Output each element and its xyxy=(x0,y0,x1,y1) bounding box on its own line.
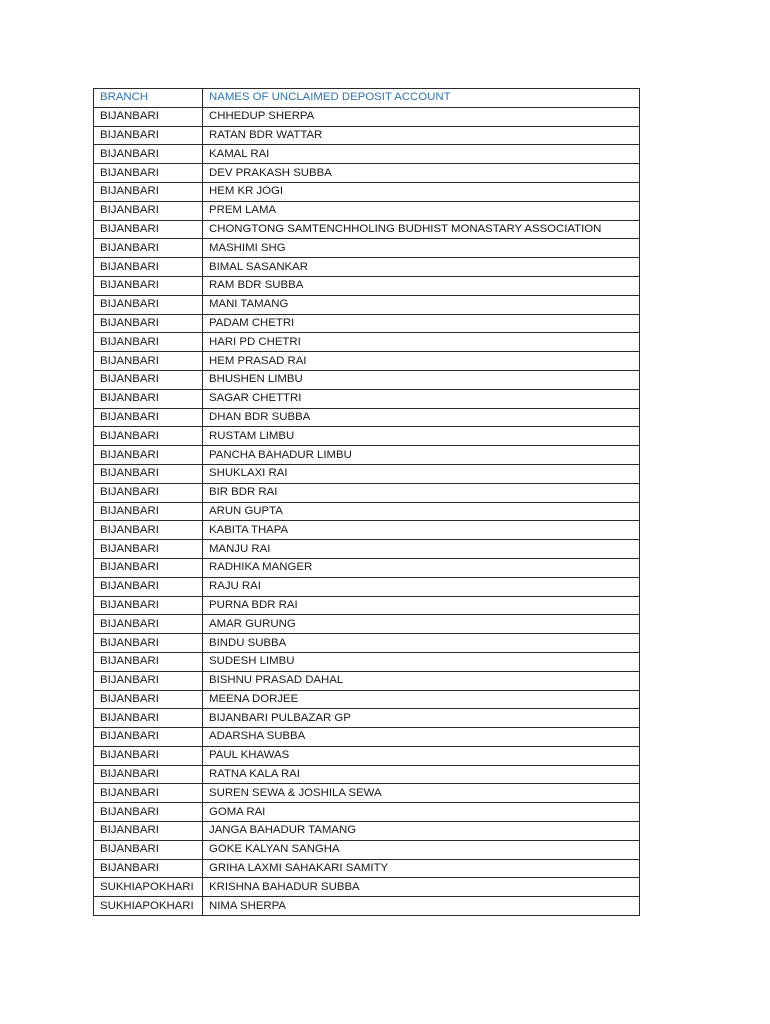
account-name-cell: BIMAL SASANKAR xyxy=(203,258,640,277)
branch-cell: BIJANBARI xyxy=(94,427,203,446)
branch-cell: BIJANBARI xyxy=(94,822,203,841)
table-row xyxy=(94,558,640,577)
account-name-cell: SHUKLAXI RAI xyxy=(203,464,640,483)
unclaimed-deposit-table xyxy=(93,88,640,916)
table-row xyxy=(94,521,640,540)
account-name-cell: PREM LAMA xyxy=(203,201,640,220)
account-name-cell: SUREN SEWA & JOSHILA SEWA xyxy=(203,784,640,803)
branch-cell: BIJANBARI xyxy=(94,107,203,126)
branch-cell: BIJANBARI xyxy=(94,182,203,201)
account-name-cell: KABITA THAPA xyxy=(203,521,640,540)
account-name-cell: MANI TAMANG xyxy=(203,295,640,314)
account-name-cell: BHUSHEN LIMBU xyxy=(203,370,640,389)
table-row xyxy=(94,634,640,653)
account-name-cell: BIR BDR RAI xyxy=(203,483,640,502)
table-row xyxy=(94,370,640,389)
account-name-cell: GOKE KALYAN SANGHA xyxy=(203,840,640,859)
name-column-header: NAMES OF UNCLAIMED DEPOSIT ACCOUNT xyxy=(203,89,640,108)
branch-cell: BIJANBARI xyxy=(94,239,203,258)
table-row xyxy=(94,652,640,671)
branch-cell: SUKHIAPOKHARI xyxy=(94,897,203,916)
table-row xyxy=(94,333,640,352)
table-row xyxy=(94,220,640,239)
table-row xyxy=(94,709,640,728)
account-name-cell: ADARSHA SUBBA xyxy=(203,728,640,747)
table-row xyxy=(94,164,640,183)
branch-column-header: BRANCH xyxy=(94,89,203,108)
account-name-cell: SAGAR CHETTRI xyxy=(203,389,640,408)
branch-cell: BIJANBARI xyxy=(94,483,203,502)
account-name-cell: MEENA DORJEE xyxy=(203,690,640,709)
table-row xyxy=(94,803,640,822)
table-row xyxy=(94,182,640,201)
account-name-cell: PAUL KHAWAS xyxy=(203,746,640,765)
table-body xyxy=(94,107,640,915)
table-row xyxy=(94,126,640,145)
branch-cell: BIJANBARI xyxy=(94,145,203,164)
table-row xyxy=(94,502,640,521)
branch-cell: BIJANBARI xyxy=(94,690,203,709)
branch-cell: BIJANBARI xyxy=(94,220,203,239)
table-row xyxy=(94,765,640,784)
table-row xyxy=(94,352,640,371)
branch-cell: BIJANBARI xyxy=(94,634,203,653)
table-row xyxy=(94,314,640,333)
account-name-cell: PADAM CHETRI xyxy=(203,314,640,333)
table-row xyxy=(94,784,640,803)
branch-cell: BIJANBARI xyxy=(94,446,203,465)
account-name-cell: BISHNU PRASAD DAHAL xyxy=(203,671,640,690)
table-row xyxy=(94,728,640,747)
table-row xyxy=(94,408,640,427)
account-name-cell: HEM PRASAD RAI xyxy=(203,352,640,371)
branch-cell: BIJANBARI xyxy=(94,333,203,352)
table-row xyxy=(94,201,640,220)
branch-cell: BIJANBARI xyxy=(94,521,203,540)
branch-cell: BIJANBARI xyxy=(94,652,203,671)
account-name-cell: JANGA BAHADUR TAMANG xyxy=(203,822,640,841)
account-name-cell: BINDU SUBBA xyxy=(203,634,640,653)
account-name-cell: PURNA BDR RAI xyxy=(203,596,640,615)
account-name-cell: RADHIKA MANGER xyxy=(203,558,640,577)
account-name-cell: NIMA SHERPA xyxy=(203,897,640,916)
table-row xyxy=(94,615,640,634)
account-name-cell: DHAN BDR SUBBA xyxy=(203,408,640,427)
branch-cell: BIJANBARI xyxy=(94,276,203,295)
branch-cell: SUKHIAPOKHARI xyxy=(94,878,203,897)
account-name-cell: MASHIMI SHG xyxy=(203,239,640,258)
branch-cell: BIJANBARI xyxy=(94,126,203,145)
branch-cell: BIJANBARI xyxy=(94,389,203,408)
account-name-cell: ARUN GUPTA xyxy=(203,502,640,521)
account-name-cell: CHONGTONG SAMTENCHHOLING BUDHIST MONASTARY ASSOCIATION xyxy=(203,220,640,239)
branch-cell: BIJANBARI xyxy=(94,615,203,634)
account-name-cell: RATAN BDR WATTAR xyxy=(203,126,640,145)
table-row xyxy=(94,577,640,596)
table-row xyxy=(94,840,640,859)
branch-cell: BIJANBARI xyxy=(94,295,203,314)
branch-cell: BIJANBARI xyxy=(94,201,203,220)
branch-cell: BIJANBARI xyxy=(94,164,203,183)
branch-cell: BIJANBARI xyxy=(94,314,203,333)
header-row xyxy=(94,89,640,108)
branch-cell: BIJANBARI xyxy=(94,464,203,483)
branch-cell: BIJANBARI xyxy=(94,859,203,878)
table-row xyxy=(94,295,640,314)
branch-cell: BIJANBARI xyxy=(94,370,203,389)
table-row xyxy=(94,671,640,690)
table-row xyxy=(94,107,640,126)
table-row xyxy=(94,239,640,258)
table-row xyxy=(94,145,640,164)
branch-cell: BIJANBARI xyxy=(94,352,203,371)
branch-cell: BIJANBARI xyxy=(94,728,203,747)
branch-cell: BIJANBARI xyxy=(94,765,203,784)
branch-cell: BIJANBARI xyxy=(94,784,203,803)
account-name-cell: SUDESH LIMBU xyxy=(203,652,640,671)
table-row xyxy=(94,859,640,878)
branch-cell: BIJANBARI xyxy=(94,258,203,277)
branch-cell: BIJANBARI xyxy=(94,577,203,596)
branch-cell: BIJANBARI xyxy=(94,558,203,577)
account-name-cell: RUSTAM LIMBU xyxy=(203,427,640,446)
branch-cell: BIJANBARI xyxy=(94,746,203,765)
table-row xyxy=(94,822,640,841)
table-row xyxy=(94,464,640,483)
account-name-cell: GOMA RAI xyxy=(203,803,640,822)
table-row xyxy=(94,389,640,408)
table-row xyxy=(94,878,640,897)
account-name-cell: RATNA KALA RAI xyxy=(203,765,640,784)
account-name-cell: PANCHA BAHADUR LIMBU xyxy=(203,446,640,465)
table-row xyxy=(94,446,640,465)
branch-cell: BIJANBARI xyxy=(94,502,203,521)
branch-cell: BIJANBARI xyxy=(94,408,203,427)
account-name-cell: KAMAL RAI xyxy=(203,145,640,164)
account-name-cell: AMAR GURUNG xyxy=(203,615,640,634)
table-row xyxy=(94,746,640,765)
table-row xyxy=(94,540,640,559)
account-name-cell: GRIHA LAXMI SAHAKARI SAMITY xyxy=(203,859,640,878)
account-name-cell: RAM BDR SUBBA xyxy=(203,276,640,295)
branch-cell: BIJANBARI xyxy=(94,596,203,615)
account-name-cell: RAJU RAI xyxy=(203,577,640,596)
branch-cell: BIJANBARI xyxy=(94,803,203,822)
branch-cell: BIJANBARI xyxy=(94,540,203,559)
table-row xyxy=(94,258,640,277)
branch-cell: BIJANBARI xyxy=(94,840,203,859)
table-row xyxy=(94,897,640,916)
account-name-cell: KRISHNA BAHADUR SUBBA xyxy=(203,878,640,897)
table-row xyxy=(94,690,640,709)
account-name-cell: HEM KR JOGI xyxy=(203,182,640,201)
branch-cell: BIJANBARI xyxy=(94,671,203,690)
account-name-cell: MANJU RAI xyxy=(203,540,640,559)
account-name-cell: DEV PRAKASH SUBBA xyxy=(203,164,640,183)
account-name-cell: HARI PD CHETRI xyxy=(203,333,640,352)
table-row xyxy=(94,276,640,295)
account-name-cell: BIJANBARI PULBAZAR GP xyxy=(203,709,640,728)
branch-cell: BIJANBARI xyxy=(94,709,203,728)
account-name-cell: CHHEDUP SHERPA xyxy=(203,107,640,126)
table-row xyxy=(94,483,640,502)
table-row xyxy=(94,427,640,446)
table-row xyxy=(94,596,640,615)
